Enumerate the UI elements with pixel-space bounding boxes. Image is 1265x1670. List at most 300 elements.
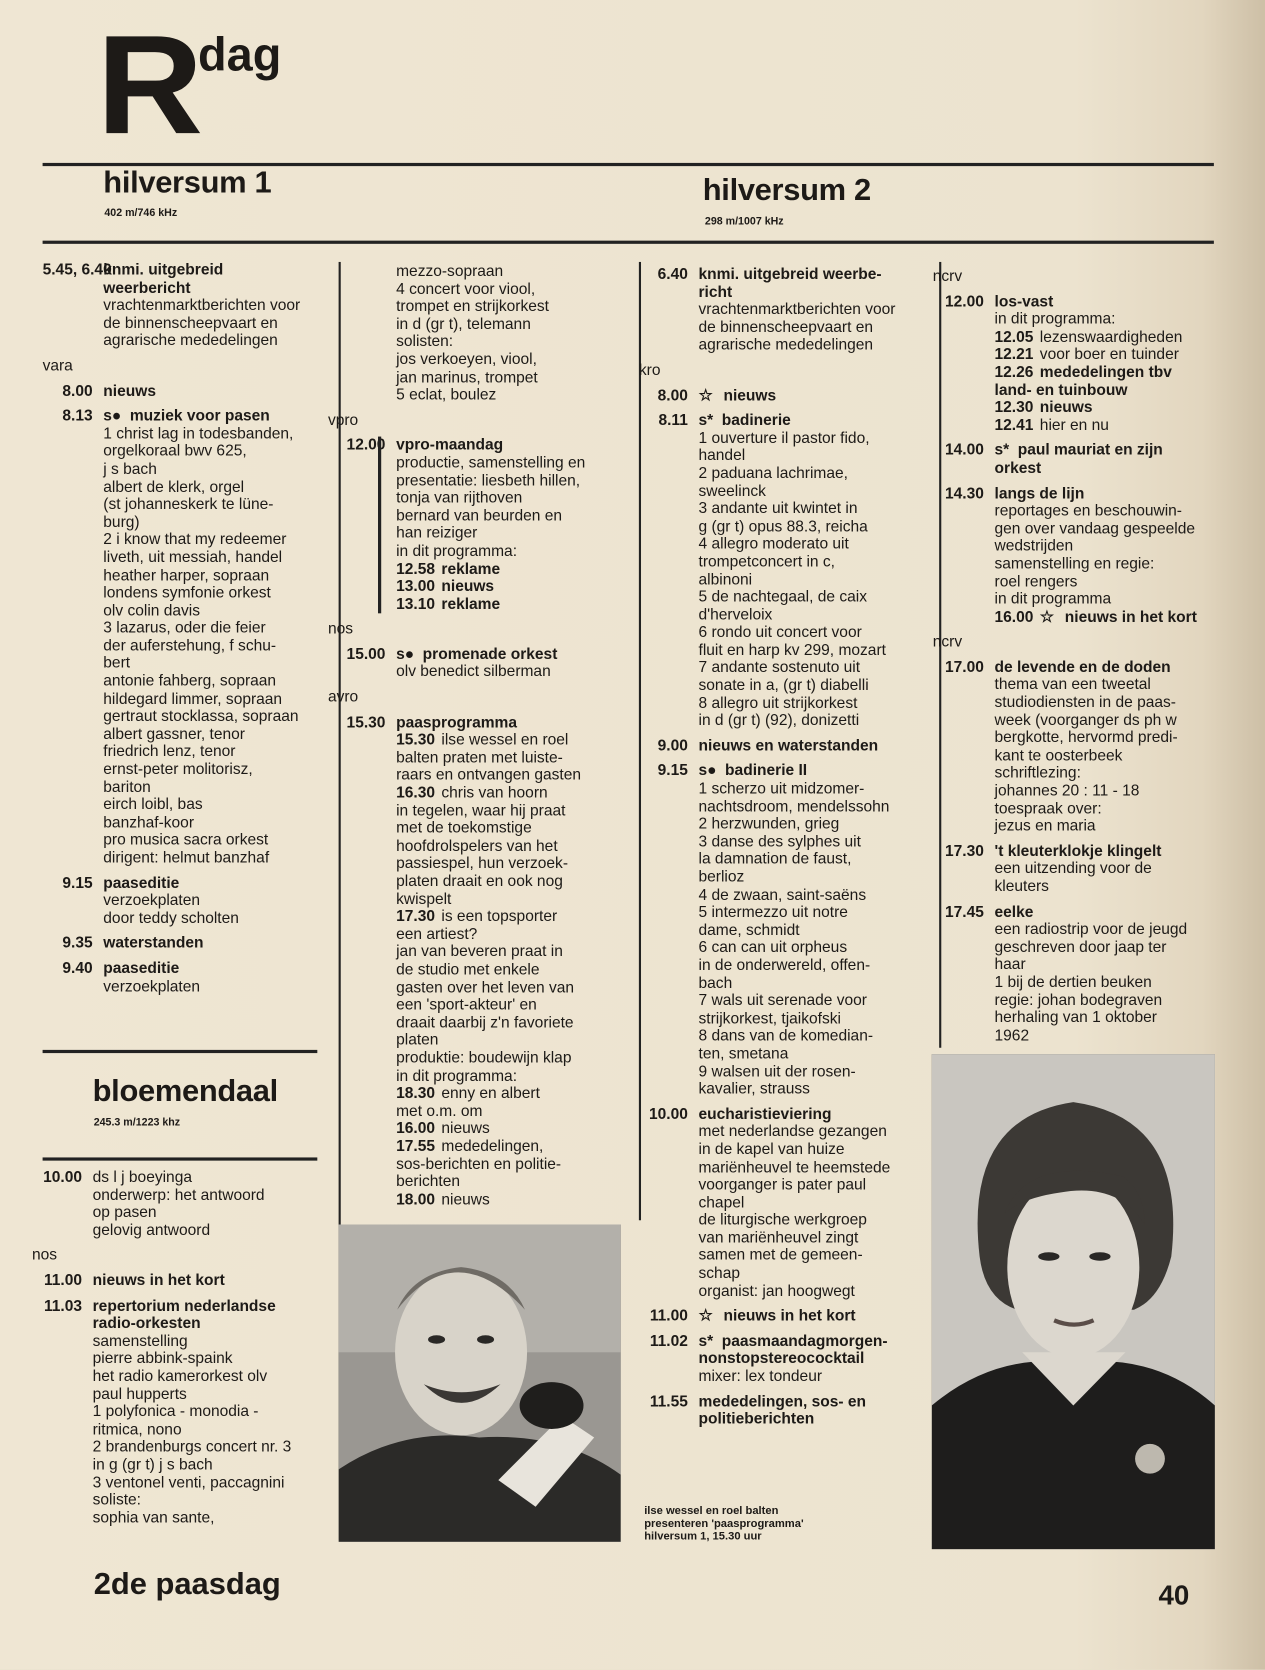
program-detail-line: onderwerp: het antwoord xyxy=(92,1186,265,1204)
program-title: nieuws xyxy=(723,387,777,405)
program-body xyxy=(103,875,330,928)
program-detail-line: g (gr t) opus 88.3, reicha xyxy=(698,518,868,536)
sub-item-time: 15.30 xyxy=(396,731,436,749)
program-title: de levende en de doden xyxy=(994,658,1171,677)
sub-item-text: nieuws xyxy=(441,1120,490,1138)
program-detail-line: in g (gr t) j s bach xyxy=(92,1456,213,1474)
program-sub-item xyxy=(396,596,631,614)
program-body xyxy=(93,1169,330,1240)
program-entry xyxy=(933,293,1242,434)
program-time: 8.00 xyxy=(62,382,93,400)
program-title: paaseditie xyxy=(103,960,180,978)
program-detail-line: bach xyxy=(698,974,733,992)
sub-item-text: land- en tuinbouw xyxy=(994,381,1128,399)
program-time: 11.02 xyxy=(649,1332,688,1350)
sub-item-text: reklame xyxy=(441,560,501,578)
program-title: paasmaandagmorgen- nonstopstereococktail xyxy=(698,1332,888,1368)
program-title: repertorium nederlandse radio-orkesten xyxy=(92,1297,276,1333)
program-detail-line: 2 i know that my redeemer xyxy=(103,531,287,549)
program-time: 9.15 xyxy=(657,762,688,780)
hilversum2-frequency: 298 m/1007 kHz xyxy=(704,216,784,228)
program-detail-line: samen met de gemeen- xyxy=(698,1247,863,1265)
sub-item-text: mededelingen tbv xyxy=(1039,364,1172,382)
broadcaster-label: ncrv xyxy=(932,633,963,651)
program-detail-line: week (voorganger ds ph w xyxy=(994,711,1177,730)
bloemendaal-column xyxy=(32,1169,330,1535)
section-rule xyxy=(43,1157,318,1160)
program-detail-line: j s bach xyxy=(103,460,157,479)
program-body xyxy=(699,387,943,405)
program-body xyxy=(699,1106,943,1300)
program-detail-line: platen draait en ook nog xyxy=(396,873,563,891)
program-time: 8.00 xyxy=(657,387,688,405)
program-title-row xyxy=(103,935,330,953)
program-detail-line: kant te oosterbeek xyxy=(994,747,1123,765)
program-sub-item xyxy=(396,1191,631,1209)
program-detail-line: jezus en maria xyxy=(994,817,1096,836)
program-sub-item xyxy=(396,908,631,926)
program-title-row xyxy=(699,1106,943,1124)
program-detail-line: fluit en harp kv 299, mozart xyxy=(698,641,886,659)
program-detail-line: verzoekplaten xyxy=(103,978,201,996)
program-detail-line: wedstrijden xyxy=(994,538,1074,556)
program-detail-line: een radiostrip voor de jeugd xyxy=(994,921,1188,939)
program-title-row xyxy=(699,1333,943,1368)
broadcaster-label: vara xyxy=(42,357,73,375)
hilversum2-column-a xyxy=(639,266,942,1436)
program-detail-line: gelovig antwoord xyxy=(92,1222,211,1240)
program-detail-line: sweelinck xyxy=(698,482,766,500)
program-time: 10.00 xyxy=(648,1106,688,1124)
program-title-row xyxy=(995,442,1242,477)
program-detail-line: 2 herzwunden, grieg xyxy=(698,815,840,833)
program-time: 14.30 xyxy=(944,485,984,503)
program-time: 11.00 xyxy=(649,1307,688,1325)
program-body xyxy=(995,659,1242,836)
program-detail-line: albert de klerk, orgel xyxy=(103,478,245,496)
program-title-row xyxy=(995,293,1242,311)
program-entry xyxy=(43,408,330,867)
stereo-mark: s* xyxy=(698,412,714,430)
program-detail-line: berlioz xyxy=(698,868,745,886)
program-title: los-vast xyxy=(994,293,1054,311)
program-detail-line: bergkotte, hervormd predi- xyxy=(994,729,1178,747)
program-detail-line: ds l j boeyinga xyxy=(92,1169,192,1187)
star-icon: ☆ xyxy=(698,1306,713,1325)
program-detail-line: produktie: boudewijn klap xyxy=(396,1049,572,1067)
program-detail-line: 4 concert voor viool, xyxy=(396,280,536,298)
program-detail-line: trompet en strijkorkest xyxy=(396,298,549,316)
program-detail-line: soliste: xyxy=(92,1491,142,1509)
program-sub-item xyxy=(396,561,631,579)
program-detail-line: regie: johan bodegraven xyxy=(994,991,1163,1009)
program-detail-line: draait daarbij z'n favoriete xyxy=(396,1014,574,1032)
program-title: nieuws in het kort xyxy=(723,1307,856,1325)
program-detail-line: bariton xyxy=(103,779,151,797)
program-body xyxy=(93,1272,330,1290)
program-detail-line: berichten xyxy=(396,1173,461,1191)
program-detail-line: geschreven door jaap ter xyxy=(994,938,1167,956)
program-detail-line: platen xyxy=(396,1032,439,1050)
program-entry xyxy=(328,437,631,614)
stereo-mark: s* xyxy=(994,442,1010,460)
program-body xyxy=(396,263,631,404)
program-body xyxy=(699,412,943,730)
footer-day-title: 2de paasdag xyxy=(93,1567,281,1602)
program-entry xyxy=(639,387,942,405)
program-detail-line: dame, schmidt xyxy=(698,921,800,939)
program-detail-line: vrachtenmarktberichten voor xyxy=(103,297,301,315)
program-detail-line: voorganger is pater paul xyxy=(698,1176,867,1194)
hilversum1-title: hilversum 1 xyxy=(103,166,272,201)
program-sub-item xyxy=(396,1138,631,1156)
sub-item-time: 13.10 xyxy=(396,595,436,613)
program-entry xyxy=(43,960,330,995)
program-title-row xyxy=(103,960,330,978)
stereo-mark: s● xyxy=(698,762,717,780)
program-detail-line: de studio met enkele xyxy=(396,961,540,979)
program-detail-line: met o.m. om xyxy=(396,1102,483,1120)
sub-item-text: nieuws in het kort xyxy=(1064,608,1197,626)
program-entry xyxy=(328,646,631,681)
program-detail-line: 1 scherzo uit midzomer- xyxy=(698,780,865,798)
program-time: 17.30 xyxy=(944,843,984,861)
program-detail-line: strijkorkest, tjaikofski xyxy=(698,1010,841,1028)
program-detail-line: bert xyxy=(103,655,131,673)
program-time xyxy=(328,263,396,404)
program-title: eelke xyxy=(994,903,1034,921)
program-title: promenade orkest xyxy=(422,646,558,664)
program-detail-line: de binnenscheepvaart en xyxy=(103,314,278,332)
program-detail-line: 1 ouverture il pastor fido, xyxy=(698,429,870,447)
program-body xyxy=(396,646,631,681)
program-detail-line: met nederlandse gezangen xyxy=(698,1123,887,1141)
program-entry xyxy=(639,412,942,730)
program-entry xyxy=(933,442,1242,477)
program-detail-line: han reiziger xyxy=(396,525,478,543)
program-detail-line: handel xyxy=(698,447,746,465)
program-detail-line: 4 allegro moderato uit xyxy=(698,535,849,553)
program-time: 17.45 xyxy=(944,903,984,921)
program-time: 15.30 xyxy=(346,714,386,732)
program-entry xyxy=(639,738,942,756)
sub-item-time: 18.00 xyxy=(396,1191,436,1209)
program-title-row xyxy=(103,408,330,426)
program-detail-line: gasten over het leven van xyxy=(396,979,575,997)
program-detail-line: pro musica sacra orkest xyxy=(103,832,269,850)
hilversum1-column-b xyxy=(328,263,631,1216)
program-detail-line: mezzo-sopraan xyxy=(396,263,504,281)
program-detail-line: londens symfonie orkest xyxy=(103,584,271,602)
program-title: langs de lijn xyxy=(994,485,1085,503)
sub-item-text: lezenswaardigheden xyxy=(1039,328,1183,346)
sub-item-time: 12.41 xyxy=(994,417,1034,435)
program-detail-line: eirch loibl, bas xyxy=(103,796,203,814)
program-detail-line: la damnation de faust, xyxy=(698,851,852,869)
caption-line: ilse wessel en roel balten xyxy=(644,1504,779,1518)
program-title: mededelingen, sos- en politieberichten xyxy=(698,1393,867,1429)
program-entry xyxy=(32,1169,330,1240)
program-detail-line: door teddy scholten xyxy=(103,910,239,928)
program-detail-line: productie, samenstelling en xyxy=(396,454,586,472)
program-sub-item xyxy=(995,417,1242,435)
program-sub-item xyxy=(396,578,631,596)
program-title: nieuws in het kort xyxy=(92,1272,225,1290)
section-rule xyxy=(43,1050,318,1053)
program-detail-line: 4 de zwaan, saint-saëns xyxy=(698,886,867,904)
program-detail-line: in tegelen, waar hij praat xyxy=(396,802,566,820)
program-sub-item xyxy=(995,382,1242,400)
program-detail-line: 1 bij de dertien beuken xyxy=(994,974,1152,992)
sub-item-text: voor boer en tuinder xyxy=(1039,346,1179,364)
program-detail-line: op pasen xyxy=(92,1204,157,1222)
program-detail-line: agrarische mededelingen xyxy=(698,336,874,354)
program-detail-line: schriftlezing: xyxy=(994,764,1081,783)
program-detail-line: gen over vandaag gespeelde xyxy=(994,520,1195,538)
program-body xyxy=(378,437,631,614)
section-word: dag xyxy=(198,28,282,81)
caption-line: presenteren 'paasprogramma' xyxy=(644,1517,804,1531)
program-detail-line: olv colin davis xyxy=(103,602,201,620)
program-detail-line: 8 dans van de komedian- xyxy=(698,1027,874,1045)
program-title-row xyxy=(699,387,943,405)
program-body xyxy=(995,485,1242,626)
program-body xyxy=(995,904,1242,1045)
program-title: vpro-maandag xyxy=(396,436,504,454)
sub-item-text: ilse wessel en roel xyxy=(441,731,569,749)
program-detail-line: samenstelling en regie: xyxy=(994,555,1155,573)
program-detail-line: 6 can can uit orpheus xyxy=(698,939,848,957)
program-entry xyxy=(328,714,631,1209)
program-body xyxy=(396,714,631,1209)
program-detail-line: samenstelling xyxy=(92,1332,188,1350)
program-detail-line: 5 intermezzo uit notre xyxy=(698,904,848,922)
header-rule xyxy=(43,241,1214,244)
program-detail-line: vrachtenmarktberichten voor xyxy=(698,301,896,319)
program-title: knmi. uitgebreid weerbericht xyxy=(103,261,224,297)
hilversum2-title: hilversum 2 xyxy=(702,173,871,208)
program-detail-line: 2 paduana lachrimae, xyxy=(698,465,848,483)
program-time: 9.15 xyxy=(62,874,93,892)
program-detail-line: orgelkoraal bwv 625, xyxy=(103,443,247,461)
program-detail-line: paul hupperts xyxy=(92,1385,187,1403)
program-time: 10.00 xyxy=(43,1169,82,1187)
program-title-row xyxy=(699,763,943,781)
program-body xyxy=(103,262,330,350)
program-detail-line: sonate in a, (gr t) diabelli xyxy=(698,677,869,695)
program-detail-line: raars en ontvangen gasten xyxy=(396,767,581,785)
program-detail-line: agrarische mededelingen xyxy=(103,332,278,350)
program-title: eucharistieviering xyxy=(698,1106,832,1124)
sub-item-time: 16.30 xyxy=(396,784,436,802)
star-icon: ☆ xyxy=(698,386,713,405)
program-title-row xyxy=(93,1272,330,1290)
program-detail-line: 6 rondo uit concert voor xyxy=(698,624,862,642)
program-title: nieuws xyxy=(103,382,156,400)
program-title-row xyxy=(699,412,943,430)
program-time: 17.00 xyxy=(944,658,984,677)
program-detail-line: reportages en beschouwin- xyxy=(994,502,1182,520)
photo-roel-balten xyxy=(339,1225,621,1542)
sub-item-text: reklame xyxy=(441,595,501,613)
program-detail-line: kavalier, strauss xyxy=(698,1080,810,1098)
program-detail-line: johannes 20 : 11 - 18 xyxy=(994,782,1140,800)
program-sub-item xyxy=(396,1121,631,1139)
program-body xyxy=(699,738,943,756)
page-number: 40 xyxy=(1158,1579,1190,1612)
program-entry xyxy=(933,904,1242,1045)
program-detail-line: d'herveloix xyxy=(698,606,773,624)
sub-item-text: nieuws xyxy=(441,1191,490,1209)
program-detail-line: pierre abbink-spaink xyxy=(92,1350,233,1368)
program-detail-line: jan marinus, trompet xyxy=(396,369,538,387)
program-title-row xyxy=(93,1298,330,1333)
program-detail-line: een artiest? xyxy=(396,926,478,944)
program-sub-item xyxy=(995,329,1242,347)
program-detail-line: 3 ventonel venti, paccagnini xyxy=(92,1474,285,1492)
program-detail-line: 8 allegro uit strijkorkest xyxy=(698,694,858,712)
program-title-row xyxy=(103,875,330,893)
sub-item-time: 12.21 xyxy=(994,346,1034,364)
program-sub-item xyxy=(396,732,631,750)
program-time: 14.00 xyxy=(944,442,984,460)
program-time: 5.45, 6.40 xyxy=(42,261,112,279)
program-sub-item xyxy=(396,1085,631,1103)
broadcaster-label: avro xyxy=(327,688,359,707)
sub-item-time: 13.00 xyxy=(396,578,436,596)
program-title: waterstanden xyxy=(103,935,204,953)
sub-item-text: nieuws xyxy=(1039,399,1093,417)
stereo-mark: s● xyxy=(396,646,415,664)
program-time: 15.00 xyxy=(346,646,386,664)
program-title: badinerie xyxy=(721,412,791,430)
program-time: 12.00 xyxy=(346,436,386,454)
program-title-row xyxy=(103,383,330,401)
program-body xyxy=(699,763,943,1099)
program-detail-line: haar xyxy=(994,956,1026,974)
program-detail-line: 1 polyfonica - monodia - xyxy=(92,1403,259,1421)
program-detail-line: 5 eclat, boulez xyxy=(396,386,497,404)
program-detail-line: ten, smetana xyxy=(698,1045,789,1063)
stereo-mark: s* xyxy=(698,1332,714,1350)
program-entry xyxy=(639,266,942,354)
sub-item-text: mededelingen, xyxy=(441,1138,544,1156)
program-detail-line: in d (gr t), telemann xyxy=(396,316,531,334)
program-detail-line: roel rengers xyxy=(994,573,1078,591)
sub-item-text: is een topsporter xyxy=(441,908,558,926)
program-detail-line: albinoni xyxy=(698,571,753,589)
program-detail-line: banzhaf-koor xyxy=(103,814,194,832)
program-detail-line: bernard van beurden en xyxy=(396,507,562,525)
broadcaster-label: nos xyxy=(31,1247,58,1265)
program-time: 9.00 xyxy=(657,737,688,755)
program-detail-line: 3 danse des sylphes uit xyxy=(698,833,861,851)
program-title-row xyxy=(396,646,631,664)
program-time: 6.40 xyxy=(657,266,688,284)
sub-item-time: 12.26 xyxy=(994,364,1034,382)
program-detail-line: een 'sport-akteur' en xyxy=(396,996,537,1014)
program-detail-line: 7 andante sostenuto uit xyxy=(698,659,861,677)
program-entry xyxy=(328,263,631,404)
hilversum1-column-a xyxy=(43,262,330,1003)
program-detail-line: trompetconcert in c, xyxy=(698,553,835,571)
program-entry xyxy=(43,875,330,928)
broadcaster-label: nos xyxy=(327,621,354,639)
hilversum1-frequency: 402 m/746 kHz xyxy=(104,207,178,220)
photo-caption xyxy=(644,1505,803,1543)
program-detail-line: jos verkoeyen, viool, xyxy=(396,351,537,369)
program-entry xyxy=(933,485,1242,626)
broadcaster-label: vpro xyxy=(327,411,359,429)
program-detail-line: thema van een tweetal xyxy=(994,676,1151,694)
program-body xyxy=(93,1298,330,1528)
section-letter-logo: R xyxy=(96,6,199,163)
bloemendaal-title: bloemendaal xyxy=(92,1074,278,1109)
program-detail-line: burg) xyxy=(103,513,140,532)
program-detail-line: ritmica, nono xyxy=(92,1421,182,1439)
program-time: 12.00 xyxy=(944,293,984,311)
program-detail-line: gertraut stocklassa, sopraan xyxy=(103,708,299,726)
sub-item-text: enny en albert xyxy=(441,1085,540,1103)
sub-item-time: 12.05 xyxy=(994,328,1034,346)
program-detail-line: toespraak over: xyxy=(994,800,1102,818)
program-body xyxy=(699,1308,943,1326)
program-detail-line: chapel xyxy=(698,1194,745,1212)
program-time: 11.03 xyxy=(43,1297,82,1315)
program-title-row xyxy=(995,904,1242,922)
program-detail-line: albert gassner, tenor xyxy=(103,726,245,744)
program-entry xyxy=(933,659,1242,836)
sub-item-time: 12.30 xyxy=(994,399,1034,417)
program-title-row xyxy=(396,437,631,455)
program-title: paul mauriat en zijn orkest xyxy=(994,442,1163,477)
program-detail-line: de binnenscheepvaart en xyxy=(698,319,874,337)
program-body xyxy=(699,1333,943,1386)
program-detail-line: (st johanneskerk te lüne- xyxy=(103,496,274,514)
program-time: 8.13 xyxy=(62,407,93,426)
program-body xyxy=(103,408,330,867)
hilversum2-column-b xyxy=(933,263,1242,1052)
program-body xyxy=(699,1393,943,1428)
bloemendaal-frequency: 245.3 m/1223 khz xyxy=(93,1116,181,1129)
sub-item-time: 16.00 xyxy=(994,608,1034,626)
program-entry xyxy=(43,935,330,953)
program-sub-item xyxy=(995,346,1242,364)
program-title: 't kleuterklokje klingelt xyxy=(994,843,1162,861)
program-detail-line: in d (gr t) (92), donizetti xyxy=(698,712,860,730)
program-detail-line: der auferstehung, f schu- xyxy=(103,637,277,655)
program-title-row xyxy=(699,1308,943,1326)
sub-item-text: hier en nu xyxy=(1039,417,1109,435)
program-detail-line: passiespel, hun verzoek- xyxy=(396,855,569,873)
program-title: badinerie II xyxy=(725,762,808,780)
program-sub-item xyxy=(995,399,1242,417)
program-body xyxy=(103,383,330,401)
program-time: 11.55 xyxy=(649,1393,688,1411)
program-detail-line: 7 wals uit serenade voor xyxy=(698,992,867,1010)
star-icon: ☆ xyxy=(1039,607,1055,626)
program-title-row xyxy=(103,262,330,297)
program-title-row xyxy=(699,1393,943,1428)
program-title-row xyxy=(995,659,1242,677)
program-detail-line: in dit programma: xyxy=(994,311,1116,329)
program-title: knmi. uitgebreid weerbe- richt xyxy=(698,266,882,301)
sub-item-time: 17.30 xyxy=(396,908,436,926)
program-detail-line: van mariënheuvel zingt xyxy=(698,1229,859,1247)
program-detail-line: het radio kamerorkest olv xyxy=(92,1368,268,1386)
sub-item-time: 17.55 xyxy=(396,1138,436,1156)
stereo-mark: s● xyxy=(103,407,122,426)
